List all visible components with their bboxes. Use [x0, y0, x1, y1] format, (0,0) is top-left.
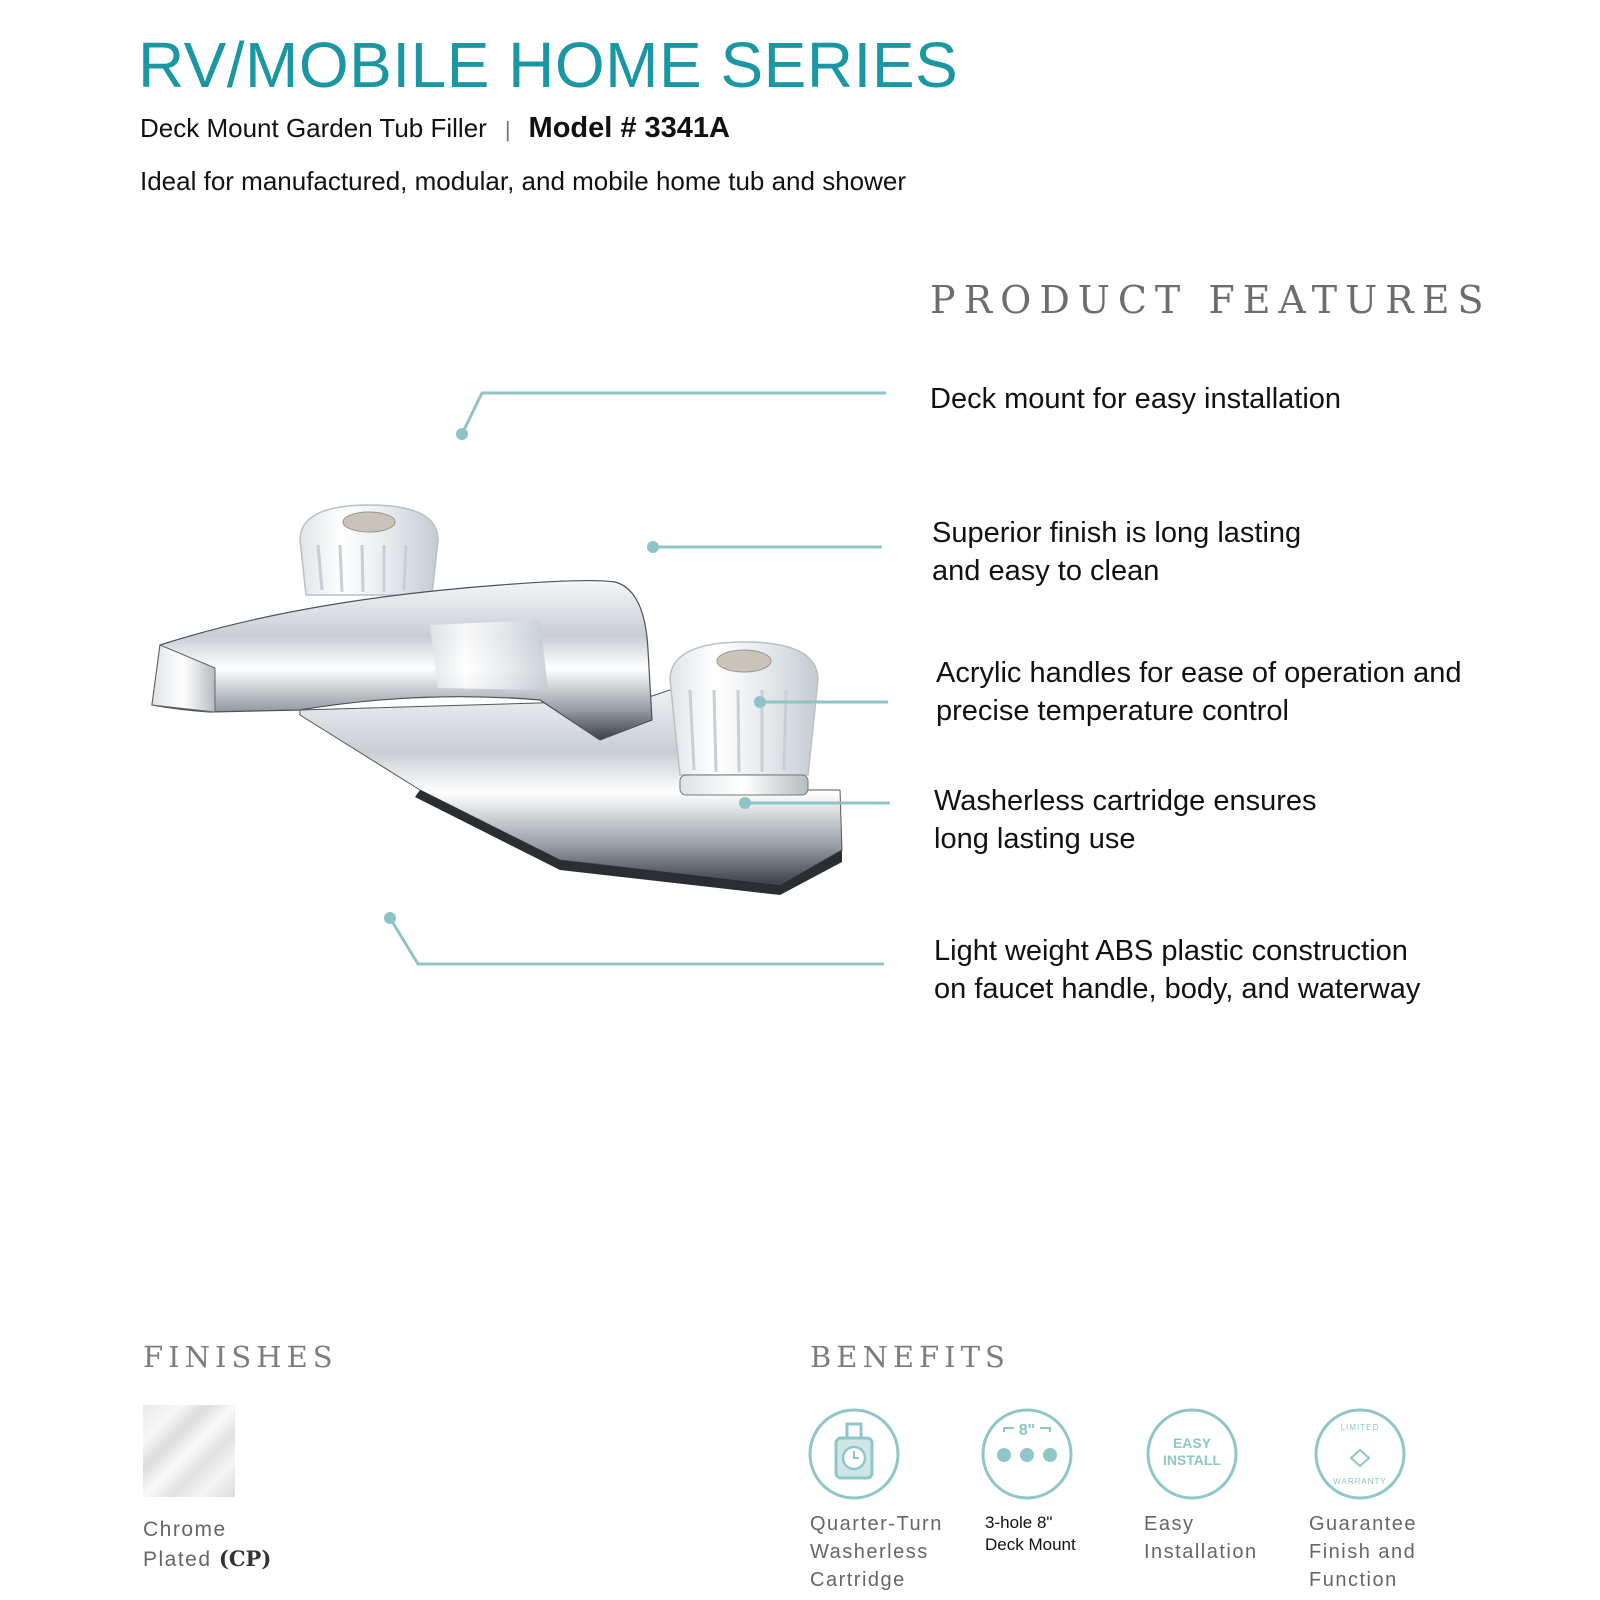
product-type: Deck Mount Garden Tub Filler [140, 113, 487, 143]
feature-acrylic-handles: Acrylic handles for ease of operation and precise temperature control [936, 657, 1462, 727]
feature-washerless-cartridge: Washerless cartridge ensures long lasting use [934, 785, 1317, 855]
three-hole-mount-icon [983, 1410, 1071, 1498]
product-features-heading: PRODUCT FEATURES [930, 278, 1492, 322]
easy-install-icon-text-1: EASY [1172, 1435, 1212, 1451]
callout-line-abs [390, 918, 884, 964]
cartridge-icon [810, 1410, 898, 1498]
easy-install-icon [1148, 1410, 1236, 1498]
feature-deck-mount: Deck mount for easy installation [930, 383, 1342, 415]
page-title: RV/MOBILE HOME SERIES [138, 29, 959, 101]
warranty-icon-text-2: WARRANTY [1333, 1477, 1387, 1486]
benefit-label-cartridge: Quarter-Turn Washerless Cartridge [810, 1513, 943, 1591]
finish-code: (CP) [218, 1546, 272, 1571]
finish-name-line2: Plated [143, 1548, 212, 1571]
benefit-label-warranty: Guarantee Finish and Function [1309, 1513, 1418, 1591]
feature-superior-finish: Superior finish is long lasting and easy to clean [932, 517, 1302, 587]
front-acrylic-handle [670, 642, 818, 795]
finish-label-chrome [143, 1515, 271, 1574]
callout-dot-handles [754, 696, 766, 708]
easy-install-icon-text-2: INSTALL [1162, 1452, 1222, 1468]
model-number: Model # 3341A [528, 112, 731, 144]
callout-dot-cartridge [739, 797, 751, 809]
three-hole-icon-text: 8" [1018, 1422, 1036, 1439]
subtitle-separator: | [504, 117, 511, 142]
finishes-heading: FINISHES [143, 1340, 338, 1374]
benefit-label-easy-install: Easy Installation [1144, 1513, 1258, 1563]
limited-warranty-icon [1316, 1410, 1404, 1498]
product-tagline: Ideal for manufactured, modular, and mobile home tub and shower [140, 166, 907, 196]
callout-dot-deck-mount [456, 428, 468, 440]
benefit-label-deck-mount: 3-hole 8" Deck Mount [985, 1513, 1076, 1554]
callout-dot-abs [384, 912, 396, 924]
warranty-icon-text-1: LIMITED [1340, 1423, 1380, 1432]
benefit-icons [800, 1400, 1420, 1510]
back-acrylic-handle [300, 505, 438, 595]
finish-name: Chrome [143, 1518, 227, 1541]
callout-dot-finish [647, 541, 659, 553]
feature-abs-construction: Light weight ABS plastic construction on faucet handle, body, and waterway [934, 935, 1421, 1005]
chrome-finish-swatch [143, 1405, 235, 1497]
benefits-heading: BENEFITS [810, 1340, 1010, 1374]
callout-line-deck-mount [462, 393, 886, 434]
